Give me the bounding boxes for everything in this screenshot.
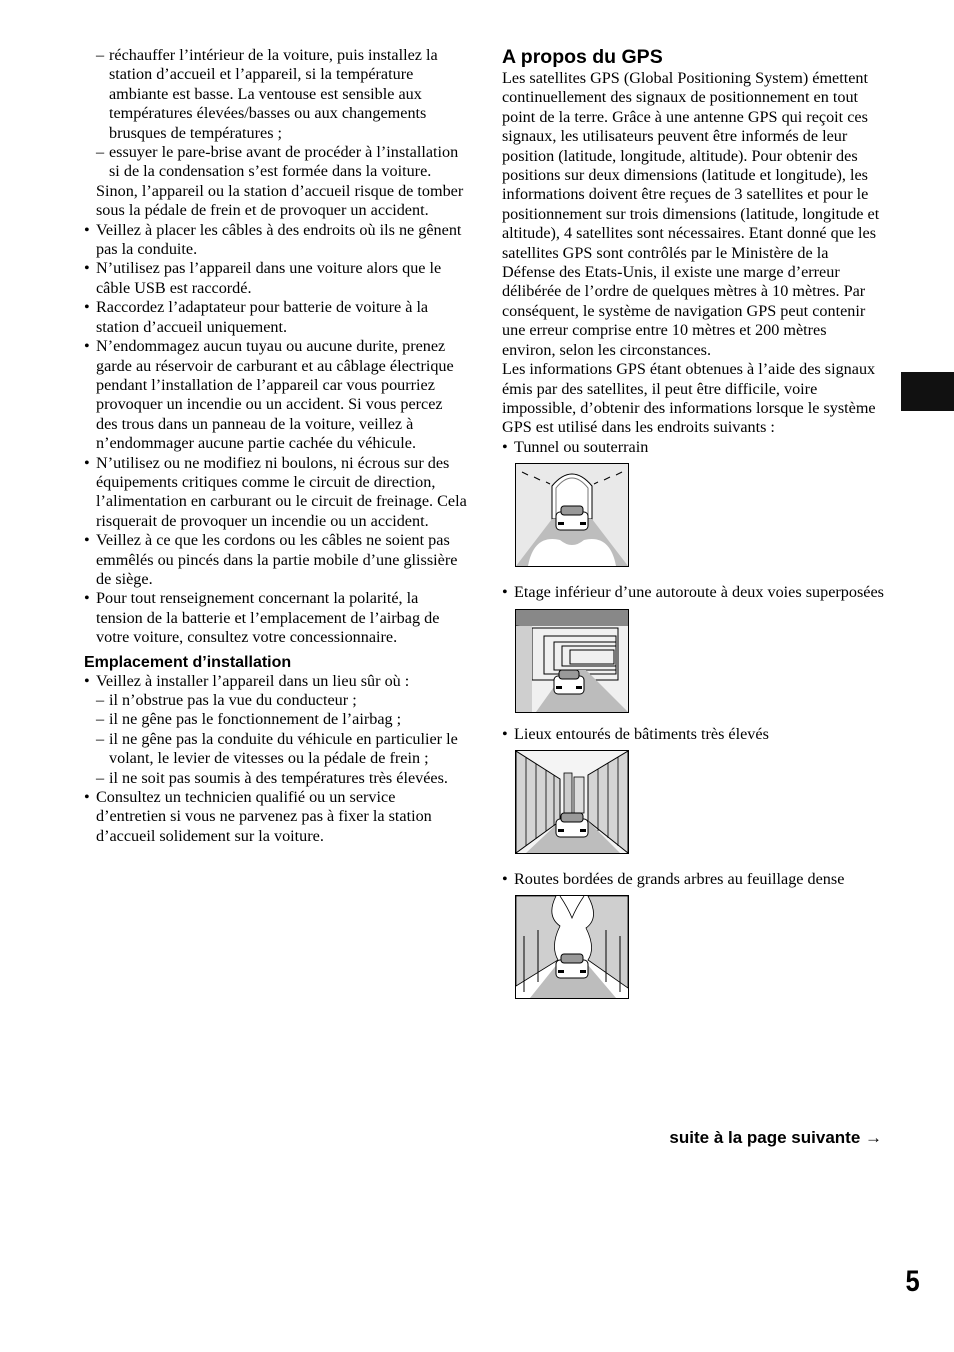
bullet-item: • Consultez un technicien qualifié ou un service d’entretien si vous ne parvenez pas à fixer la station d’accueil solidement sur la voiture. — [84, 788, 468, 846]
dash-item: – il n’obstrue pas la vue du conducteur ; — [84, 691, 468, 710]
bullet-item: • Raccordez l’adaptateur pour batterie de voiture à la station d’accueil uniquement. — [84, 298, 468, 337]
car-icon — [554, 670, 584, 694]
dash-item: – il ne gêne pas la conduite du véhicule en particulier le volant, le levier de vitesses ou la pédale de frein ; — [84, 730, 468, 769]
car-icon — [556, 813, 588, 837]
tall-buildings-illustration — [515, 750, 629, 854]
install-list-end — [84, 788, 468, 846]
install-dash-list — [84, 691, 468, 788]
bullet-item: • Veillez à placer les câbles à des endroits où ils ne gênent pas la conduite. — [84, 221, 468, 260]
double-deck-highway-illustration — [515, 609, 629, 713]
gps-heading: A propos du GPS — [502, 46, 663, 68]
car-icon — [556, 954, 588, 978]
spacer — [502, 713, 884, 725]
spacer — [502, 854, 884, 870]
precautions-list — [84, 221, 468, 648]
dash-item: – il ne gêne pas le fonctionnement de l’airbag ; — [84, 710, 468, 729]
install-heading: Emplacement d’installation — [84, 653, 292, 671]
bullet-item: • N’utilisez ou ne modifiez ni boulons, ni écrous sur des équipements critiques comme le circuit de direction, l’alimentation en carburant ou le circuit de freinage. Cela risquerait de provoquer un incendie ou un accident. — [84, 454, 468, 532]
places-list — [502, 438, 884, 457]
bullet-item: • Lieux entourés de bâtiments très élevés — [502, 725, 884, 744]
bullet-item: • N’utilisez pas l’appareil dans une voiture alors que le câble USB est raccordé. — [84, 259, 468, 298]
page-number: 5 — [905, 1265, 920, 1298]
bullet-item: • N’endommagez aucun tuyau ou aucune durite, prenez garde au réservoir de carburant et au câblage électrique pendant l’installation de l’appareil car vous pourriez provoquer un incendie ou un accident. Si vous percez des trous dans un panneau de la voiture, veillez à n’endommager aucune partie cachée du véhicule. — [84, 337, 468, 453]
continued-next-page: suite à la page suivante → — [669, 1128, 882, 1147]
dense-trees-illustration — [515, 895, 629, 999]
section-tab-marker — [901, 372, 954, 411]
continued-dash-list — [84, 46, 468, 182]
bullet-item: • Veillez à ce que les cordons ou les câbles ne soient pas emmêlés ou pincés dans la partie mobile d’une glissière de siège. — [84, 531, 468, 589]
bullet-item: • Routes bordées de grands arbres au feuillage dense — [502, 870, 884, 889]
bullet-item: • Tunnel ou souterrain — [502, 438, 884, 457]
tunnel-illustration — [515, 463, 629, 567]
dash-item: – réchauffer l’intérieur de la voiture, puis installez la station d’accueil et l’appareil, si la température ambiante est basse. La ventouse est sensible aux températures élevées/basses ou aux changements brusques de températures ; — [84, 46, 468, 143]
left-column — [84, 46, 468, 846]
places-list — [502, 870, 884, 889]
gps-paragraph-2: Les informations GPS étant obtenues à l’aide des signaux émis par des satellites, il peut être difficile, voire impossible, d’obtenir des informations lorsque le système GPS est utilisé dans les endroits suivants : — [502, 360, 876, 437]
continued-paragraph: Sinon, l’appareil ou la station d’accueil risque de tomber sous la pédale de frein et de provoquer un accident. — [96, 181, 464, 220]
places-list — [502, 725, 884, 744]
gps-paragraph-1: Les satellites GPS (Global Positioning System) émettent continuellement des signaux de positionnement en tout point de la terre. Grâce à une antenne GPS qui reçoit ces signaux, les utilisateurs peuvent être informés de leur position (latitude, longitude, altitude). Pour obtenir des positions sur deux dimensions (latitude et longitude), les informations doivent être reçues de 3 satellites et pour le positionnement sur trois dimensions (latitude, longitude et altitude), 4 satellites sont nécessaires. Etant donné que les satellites GPS sont contrôlés par le Ministère de la Défense des Etats-Unis, il existe une marge d’erreur délibérée de l’ordre de quelques mètres à 10 mètres. Par conséquent, le système de navigation GPS peut contenir une erreur comprise entre 10 mètres et 200 mètres environ, selon les circonstances. — [502, 69, 880, 359]
right-column — [502, 46, 884, 999]
places-list — [502, 583, 884, 602]
dash-item: – il ne soit pas soumis à des températures très élevées. — [84, 769, 468, 788]
spacer — [502, 567, 884, 583]
bullet-item: • Pour tout renseignement concernant la polarité, la tension de la batterie et l’emplacement de l’airbag de votre voiture, consultez votre concessionnaire. — [84, 589, 468, 647]
dash-item: – essuyer le pare-brise avant de procéder à l’installation si de la condensation s’est formée dans la voiture. — [84, 143, 468, 182]
bullet-item: • Etage inférieur d’une autoroute à deux voies superposées — [502, 583, 884, 602]
car-icon — [556, 506, 588, 530]
install-list — [84, 672, 468, 691]
bullet-item: • Veillez à installer l’appareil dans un lieu sûr où : — [84, 672, 468, 691]
